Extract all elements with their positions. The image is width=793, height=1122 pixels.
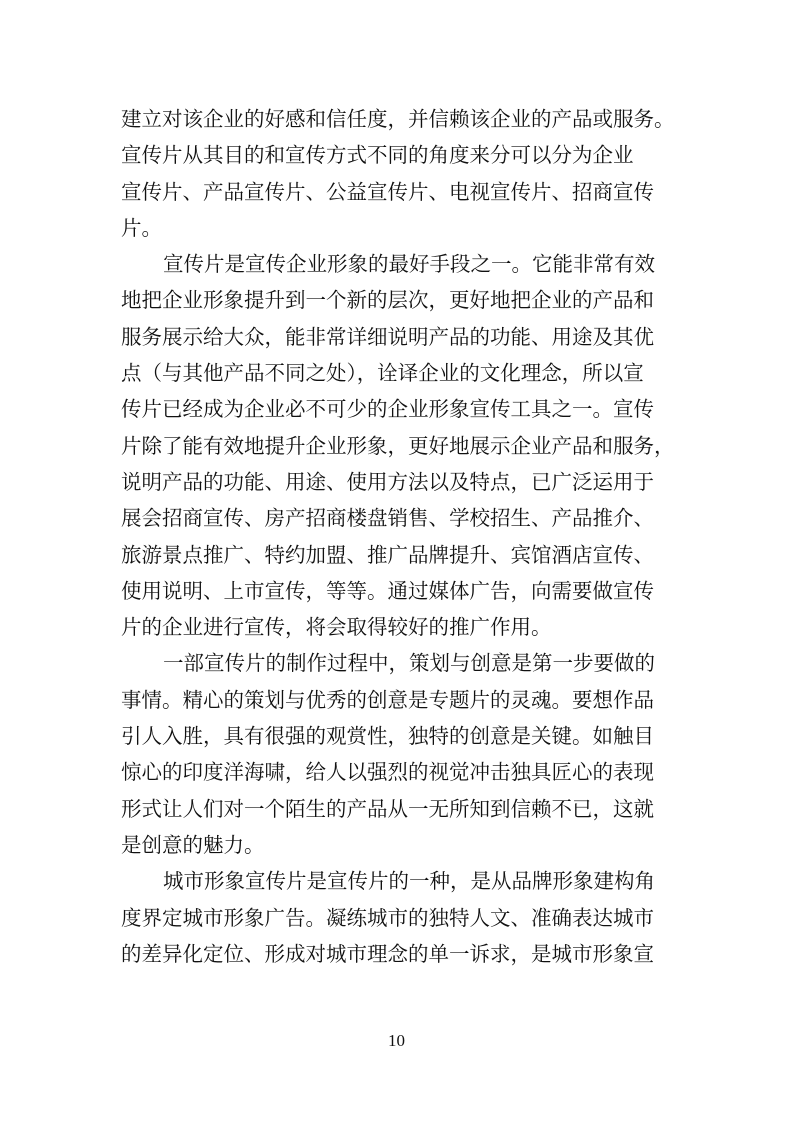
text-line: 惊心的印度洋海啸，给人以强烈的视觉冲击独具匠心的表现 [121, 760, 654, 785]
text-line: 宣传片、产品宣传片、公益宣传片、电视宣传片、招商宣传 [121, 179, 654, 204]
text-line: 使用说明、上市宣传，等等。通过媒体广告，向需要做宣传 [121, 578, 654, 603]
text-line: 片的企业进行宣传，将会取得较好的推广作用。 [121, 615, 552, 640]
text-line: 度界定城市形象广告。凝练城市的独特人文、准确表达城市 [121, 905, 654, 930]
text-line: 地把企业形象提升到一个新的层次，更好地把企业的产品和 [121, 288, 654, 313]
paragraph-first-line: 一部宣传片的制作过程中，策划与创意是第一步要做的 [163, 651, 655, 676]
text-line: 引人入胜，具有很强的观赏性，独特的创意是关键。如触目 [121, 724, 654, 749]
text-line: 点（与其他产品不同之处），诠译企业的文化理念，所以宣 [121, 361, 644, 386]
text-line: 展会招商宣传、房产招商楼盘销售、学校招生、产品推介、 [121, 506, 654, 531]
document-body [121, 101, 687, 972]
text-line: 事情。精心的策划与优秀的创意是专题片的灵魂。要想作品 [121, 687, 654, 712]
text-line: 片。 [121, 215, 162, 240]
text-line: 片除了能有效地提升企业形象，更好地展示企业产品和服务， [121, 433, 675, 458]
text-line: 形式让人们对一个陌生的产品从一无所知到信赖不已，这就 [121, 796, 654, 821]
text-line: 的差异化定位、形成对城市理念的单一诉求，是城市形象宣 [121, 941, 654, 966]
text-line: 旅游景点推广、特约加盟、推广品牌提升、宾馆酒店宣传、 [121, 542, 654, 567]
text-line: 建立对该企业的好感和信任度，并信赖该企业的产品或服务。 [121, 107, 675, 131]
paragraph-first-line: 城市形象宣传片是宣传片的一种，是从品牌形象建构角 [163, 869, 655, 894]
text-line: 宣传片从其目的和宣传方式不同的角度来分可以分为企业 [121, 143, 634, 168]
page-number: 10 [388, 1031, 405, 1050]
text-line: 说明产品的功能、用途、使用方法以及特点，已广泛运用于 [121, 469, 654, 494]
text-line: 服务展示给大众，能非常详细说明产品的功能、用途及其优 [121, 324, 654, 349]
text-line: 是创意的魅力。 [121, 832, 265, 857]
paragraph-first-line: 宣传片是宣传企业形象的最好手段之一。它能非常有效 [163, 252, 655, 277]
text-line: 传片已经成为企业必不可少的企业形象宣传工具之一。宣传 [121, 397, 654, 422]
